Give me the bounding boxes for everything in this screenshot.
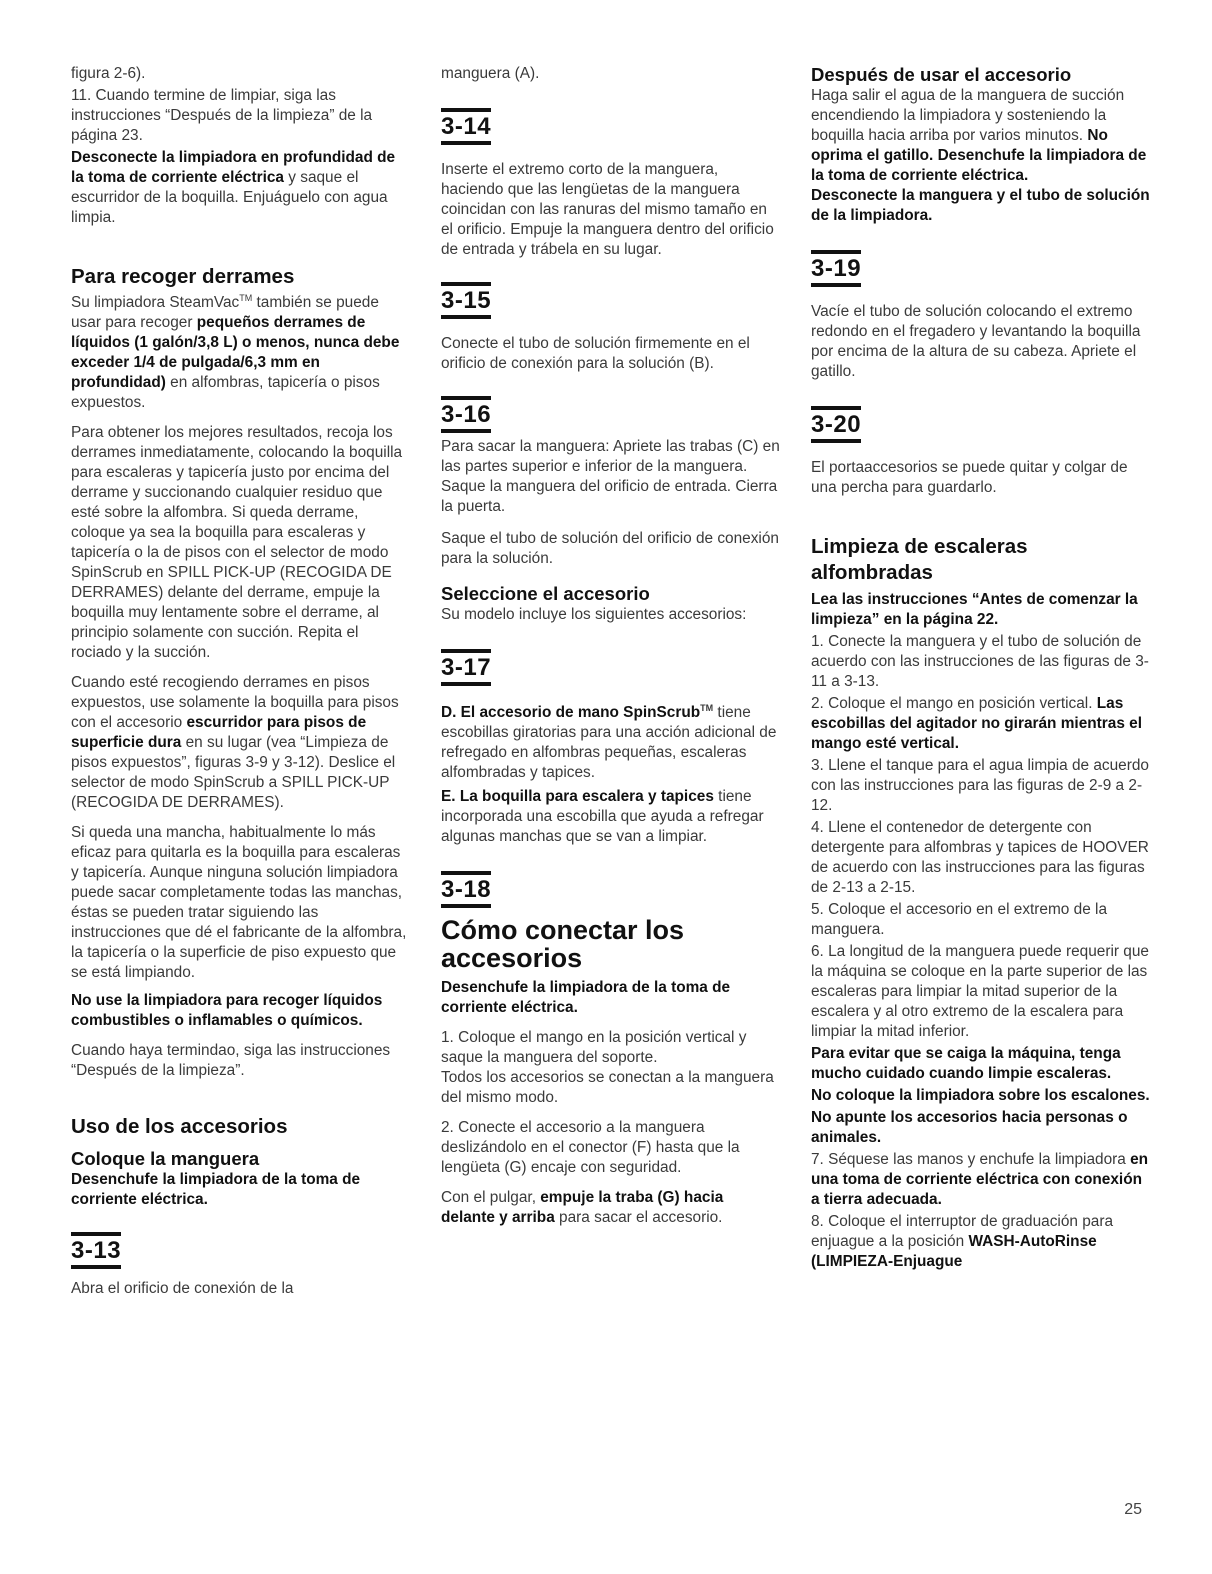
column-right — [811, 64, 1151, 1272]
text: tiene incorporada una escobilla que ayuda a refregar algunas manchas que se van a limpiar. — [441, 788, 764, 846]
paragraph: 11. Cuando termine de limpiar, siga las instrucciones “Después de la limpieza” de la página 23. — [71, 87, 373, 144]
column-middle — [441, 64, 781, 1228]
paragraph: Saque el tubo de solución del orificio de conexión para la solución. — [441, 530, 779, 567]
paragraph: figura 2-6). — [71, 65, 146, 82]
bold-text: pequeños derrames de líquidos (1 galón/3,8 L) o menos, nunca debe exceder 1/4 de pulgada/6,3 mm en profundidad) — [71, 314, 400, 392]
section-heading: Uso de los accesorios — [71, 1115, 288, 1139]
paragraph — [811, 1150, 1151, 1210]
paragraph — [441, 698, 781, 783]
paragraph: Inserte el extremo corto de la manguera, haciendo que las lengüetas de la manguera coincidan con las ranuras del mismo tamaño en el orificio. Empuje la manguera dentro del orificio de entrada y trábela en su lugar. — [441, 161, 774, 258]
figure-label: 3-14 — [441, 108, 491, 145]
warning-text: No apunte los accesorios hacia personas o animales. — [811, 1109, 1128, 1146]
paragraph — [441, 1188, 781, 1228]
figure-label-wrap — [71, 1232, 409, 1269]
paragraph — [71, 288, 409, 413]
paragraph: 1. Coloque el mango en la posición vertical y saque la manguera del soporte. — [441, 1029, 747, 1067]
text: Con el pulgar, — [441, 1189, 541, 1207]
figure-label: 3-18 — [441, 871, 491, 908]
figure-label: 3-13 — [71, 1232, 121, 1269]
paragraph: 6. La longitud de la manguera puede requerir que la máquina se coloque en la parte superior de las escaleras para limpiar la mitad superior de la escalera y al otro extremo de la escalera para limpiar la mitad inferior. — [811, 943, 1149, 1040]
bold-text: WASH-AutoRinse (LIMPIEZA-Enjuague — [811, 1233, 1097, 1270]
warning-text: No coloque la limpiadora sobre los escalones. — [811, 1087, 1150, 1104]
bold-text: en una toma de corriente eléctrica con conexión a tierra adecuada. — [811, 1151, 1149, 1208]
figure-label: 3-19 — [811, 250, 861, 287]
figure-label-wrap — [441, 282, 781, 319]
warning-text: No use la limpiadora para recoger líquidos combustibles o inflamables o químicos. — [71, 992, 383, 1030]
paragraph: Vacíe el tubo de solución colocando el extremo redondo en el fregadero y levantando la boquilla por encima de la altura de su cabeza. Apriete el gatillo. — [811, 303, 1141, 380]
paragraph — [811, 86, 1151, 186]
paragraph: 1. Conecte la manguera y el tubo de solución de acuerdo con las instrucciones de las figuras de 3-11 a 3-13. — [811, 633, 1149, 690]
bold-text: Las escobillas del agitador no girarán mientras el mango esté vertical. — [811, 695, 1143, 752]
text: en alfombras, tapicería o pisos expuestos. — [71, 374, 380, 412]
text: Haga salir el agua de la manguera de succión encendiendo la limpiadora y sosteniendo la boquilla hacia arriba por varios minutos. — [811, 87, 1125, 144]
text: 8. Coloque el interruptor de graduación para enjuague a la posición — [811, 1213, 1114, 1250]
warning-text: Desconecte la manguera y el tubo de solución de la limpiadora. — [811, 187, 1150, 224]
warning-text: Para evitar que se caiga la máquina, tenga mucho cuidado cuando limpie escaleras. — [811, 1045, 1121, 1082]
bold-text: Desconecte la limpiadora en profundidad de la toma de corriente eléctrica — [71, 149, 396, 186]
paragraph: Todos los accesorios se conectan a la manguera del mismo modo. — [441, 1069, 774, 1107]
text: Su limpiadora SteamVac — [71, 294, 240, 312]
text: en su lugar (vea “Limpieza de pisos expuestos”, figuras 3-9 y 3-12). Deslice el selector de modo SpinScrub a SPILL PICK-UP (RECOGIDA DE DERRAMES). — [71, 734, 396, 812]
text: tiene escobillas giratorias para una acción adicional de refregado en alfombras pequeñas, escaleras alfombradas y tapices. — [441, 704, 777, 782]
paragraph: Su modelo incluye los siguientes accesorios: — [441, 606, 747, 623]
figure-label-wrap — [811, 250, 1151, 287]
bold-text: escurridor para pisos de superficie dura — [71, 714, 367, 752]
paragraph: 4. Llene el contenedor de detergente con detergente para alfombras y tapices de HOOVER de acuerdo con las instrucciones para las figuras de 2-13 a 2-15. — [811, 819, 1149, 896]
warning-text: Desenchufe la limpiadora de la toma de corriente eléctrica. — [441, 979, 731, 1017]
figure-label-wrap — [441, 649, 781, 686]
paragraph: Para sacar la manguera: Apriete las trabas (C) en las partes superior e inferior de la manguera. Saque la manguera del orificio de entrada. Cierra la puerta. — [441, 438, 780, 515]
section-heading: Para recoger derrames — [71, 265, 295, 288]
trademark: TM — [700, 703, 714, 713]
paragraph: El portaaccesorios se puede quitar y colgar de una percha para guardarlo. — [811, 459, 1128, 496]
text: Cuando esté recogiendo derrames en pisos expuestos, use solamente la boquilla para pisos con el accesorio — [71, 674, 399, 732]
text: 2. Coloque el mango en posición vertical. — [811, 695, 1097, 712]
figure-label-wrap — [441, 871, 781, 908]
figure-label: 3-17 — [441, 649, 491, 686]
subsection-heading: Después de usar el accesorio — [811, 64, 1072, 85]
paragraph: manguera (A). — [441, 65, 540, 82]
paragraph: Abra el orificio de conexión de la — [71, 1280, 294, 1298]
text: 7. Séquese las manos y enchufe la limpiadora — [811, 1151, 1131, 1168]
section-heading: Limpieza de escaleras alfombradas — [811, 535, 1028, 584]
bold-text: D. El accesorio de mano SpinScrub — [441, 704, 701, 722]
text: para sacar el accesorio. — [554, 1209, 723, 1227]
paragraph: 2. Conecte el accesorio a la manguera deslizándolo en el conector (F) hasta que la lengüeta (G) encaje con seguridad. — [441, 1119, 740, 1177]
figure-label-wrap — [811, 406, 1151, 443]
figure-label: 3-16 — [441, 396, 491, 433]
figure-label-wrap — [441, 396, 781, 433]
paragraph: 5. Coloque el accesorio en el extremo de la manguera. — [811, 901, 1108, 938]
paragraph: 3. Llene el tanque para el agua limpia de acuerdo con las instrucciones para las figuras de 2-9 a 2-12. — [811, 757, 1149, 814]
paragraph: Para obtener los mejores resultados, recoja los derrames inmediatamente, colocando la boquilla para escaleras y tapicería justo por encima del derrame y succionando cualquier residuo que esté sobre la alfombra. Si queda derrame, coloque ya sea la boquilla para escaleras y tapicería o la de pisos con el selector de modo SpinScrub en SPILL PICK-UP (RECOGIDA DE DERRAMES) delante del derrame, empuje la boquilla muy lentamente sobre el derrame, al principio solamente con succión. Repita el rociado y la succión. — [71, 424, 403, 662]
warning-text: Lea las instrucciones “Antes de comenzar la limpieza” en la página 22. — [811, 591, 1138, 628]
figure-label: 3-20 — [811, 406, 861, 443]
subsection-heading: Coloque la manguera — [71, 1148, 260, 1170]
page-number: 25 — [1124, 1501, 1142, 1518]
warning-text: Desenchufe la limpiadora de la toma de corriente eléctrica. — [71, 1171, 361, 1209]
figure-label-wrap — [441, 108, 781, 145]
paragraph — [71, 673, 409, 813]
section-heading: Cómo conectar los accesorios — [441, 915, 685, 974]
bold-text: No oprima el gatillo. Desenchufe la limpiadora de la toma de corriente eléctrica. — [811, 127, 1147, 184]
paragraph — [811, 694, 1151, 754]
figure-label: 3-15 — [441, 282, 491, 319]
bold-text: E. La boquilla para escalera y tapices — [441, 788, 714, 806]
paragraph: Si queda una mancha, habitualmente lo más eficaz para quitarla es la boquilla para escaleras y tapicería. Aunque ninguna solución limpiadora puede sacar completamente todas las manchas, éstas se pueden tratar siguiendo las instrucciones que dé el fabricante de la alfombra, la tapicería o la superficie de piso expuesto que se está limpiando. — [71, 824, 407, 982]
paragraph — [811, 1212, 1151, 1272]
bold-text: empuje la traba (G) hacia delante y arriba — [441, 1189, 724, 1227]
trademark: TM — [239, 293, 253, 303]
text: también se puede usar para recoger — [71, 294, 379, 332]
column-left — [71, 64, 409, 1299]
paragraph — [441, 787, 781, 847]
paragraph: Conecte el tubo de solución firmemente en el orificio de conexión para la solución (B). — [441, 335, 750, 372]
text: y saque el escurridor de la boquilla. Enjuáguelo con agua limpia. — [71, 169, 388, 226]
subsection-heading: Seleccione el accesorio — [441, 583, 650, 604]
paragraph — [71, 148, 409, 228]
paragraph: Cuando haya termindao, siga las instrucciones “Después de la limpieza”. — [71, 1042, 391, 1080]
